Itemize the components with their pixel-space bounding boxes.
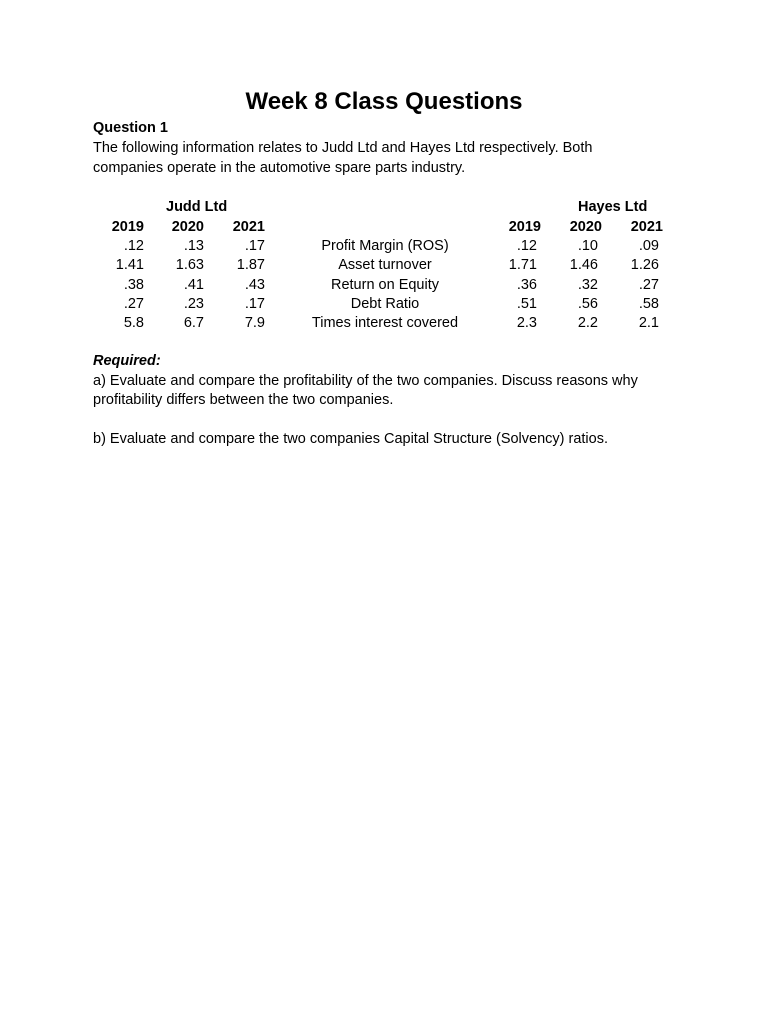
judd-value: .23 <box>183 296 204 312</box>
judd-company-header: Judd Ltd <box>166 199 228 215</box>
judd-value: 1.87 <box>236 257 265 273</box>
required-item-b: b) Evaluate and compare the two companies Capital Structure (Solvency) ratios. <box>93 431 608 447</box>
hayes-value: 1.26 <box>630 257 659 273</box>
judd-value: 1.63 <box>175 257 204 273</box>
hayes-value: .12 <box>516 238 537 254</box>
required-item-a-line-1: a) Evaluate and compare the profitability of the two companies. Discuss reasons why <box>93 373 638 389</box>
judd-value: 7.9 <box>244 315 265 331</box>
hayes-year-header: 2020 <box>569 219 602 235</box>
ratio-label: Times interest covered <box>311 315 459 331</box>
judd-value: 6.7 <box>183 315 204 331</box>
hayes-value: .10 <box>577 238 598 254</box>
judd-value: .43 <box>244 277 265 293</box>
required-heading: Required: <box>93 353 161 369</box>
judd-value: 1.41 <box>115 257 144 273</box>
judd-value: .27 <box>123 296 144 312</box>
ratio-label: Return on Equity <box>330 277 439 293</box>
judd-year-header: 2019 <box>111 219 144 235</box>
question-heading: Question 1 <box>93 120 168 136</box>
judd-value: .12 <box>123 238 144 254</box>
ratio-label: Asset turnover <box>338 257 432 273</box>
hayes-company-header: Hayes Ltd <box>578 199 648 215</box>
hayes-value: .51 <box>516 296 537 312</box>
hayes-value: 1.46 <box>569 257 598 273</box>
judd-value: .13 <box>183 238 204 254</box>
hayes-value: .36 <box>516 277 537 293</box>
hayes-value: .32 <box>577 277 598 293</box>
ratio-label: Profit Margin (ROS) <box>321 238 449 254</box>
hayes-value: .27 <box>638 277 659 293</box>
page-title: Week 8 Class Questions <box>245 88 523 115</box>
hayes-value: 2.3 <box>516 315 537 331</box>
judd-value: .41 <box>183 277 204 293</box>
hayes-year-header: 2019 <box>508 219 541 235</box>
judd-value: .17 <box>244 238 265 254</box>
intro-line-2: companies operate in the automotive spare parts industry. <box>93 160 466 176</box>
required-item-a-line-2: profitability differs between the two companies. <box>93 392 394 408</box>
judd-value: .17 <box>244 296 265 312</box>
hayes-value: 1.71 <box>508 257 537 273</box>
hayes-year-header: 2021 <box>630 219 663 235</box>
hayes-value: .09 <box>638 238 659 254</box>
intro-line-1: The following information relates to Judd Ltd and Hayes Ltd respectively. Both <box>93 140 593 156</box>
judd-year-header: 2021 <box>232 219 265 235</box>
hayes-value: .58 <box>638 296 659 312</box>
hayes-value: 2.1 <box>638 315 659 331</box>
ratio-label: Debt Ratio <box>350 296 420 312</box>
judd-year-header: 2020 <box>171 219 204 235</box>
hayes-value: 2.2 <box>577 315 598 331</box>
judd-value: 5.8 <box>123 315 144 331</box>
hayes-value: .56 <box>577 296 598 312</box>
judd-value: .38 <box>123 277 144 293</box>
question-intro <box>93 138 683 178</box>
